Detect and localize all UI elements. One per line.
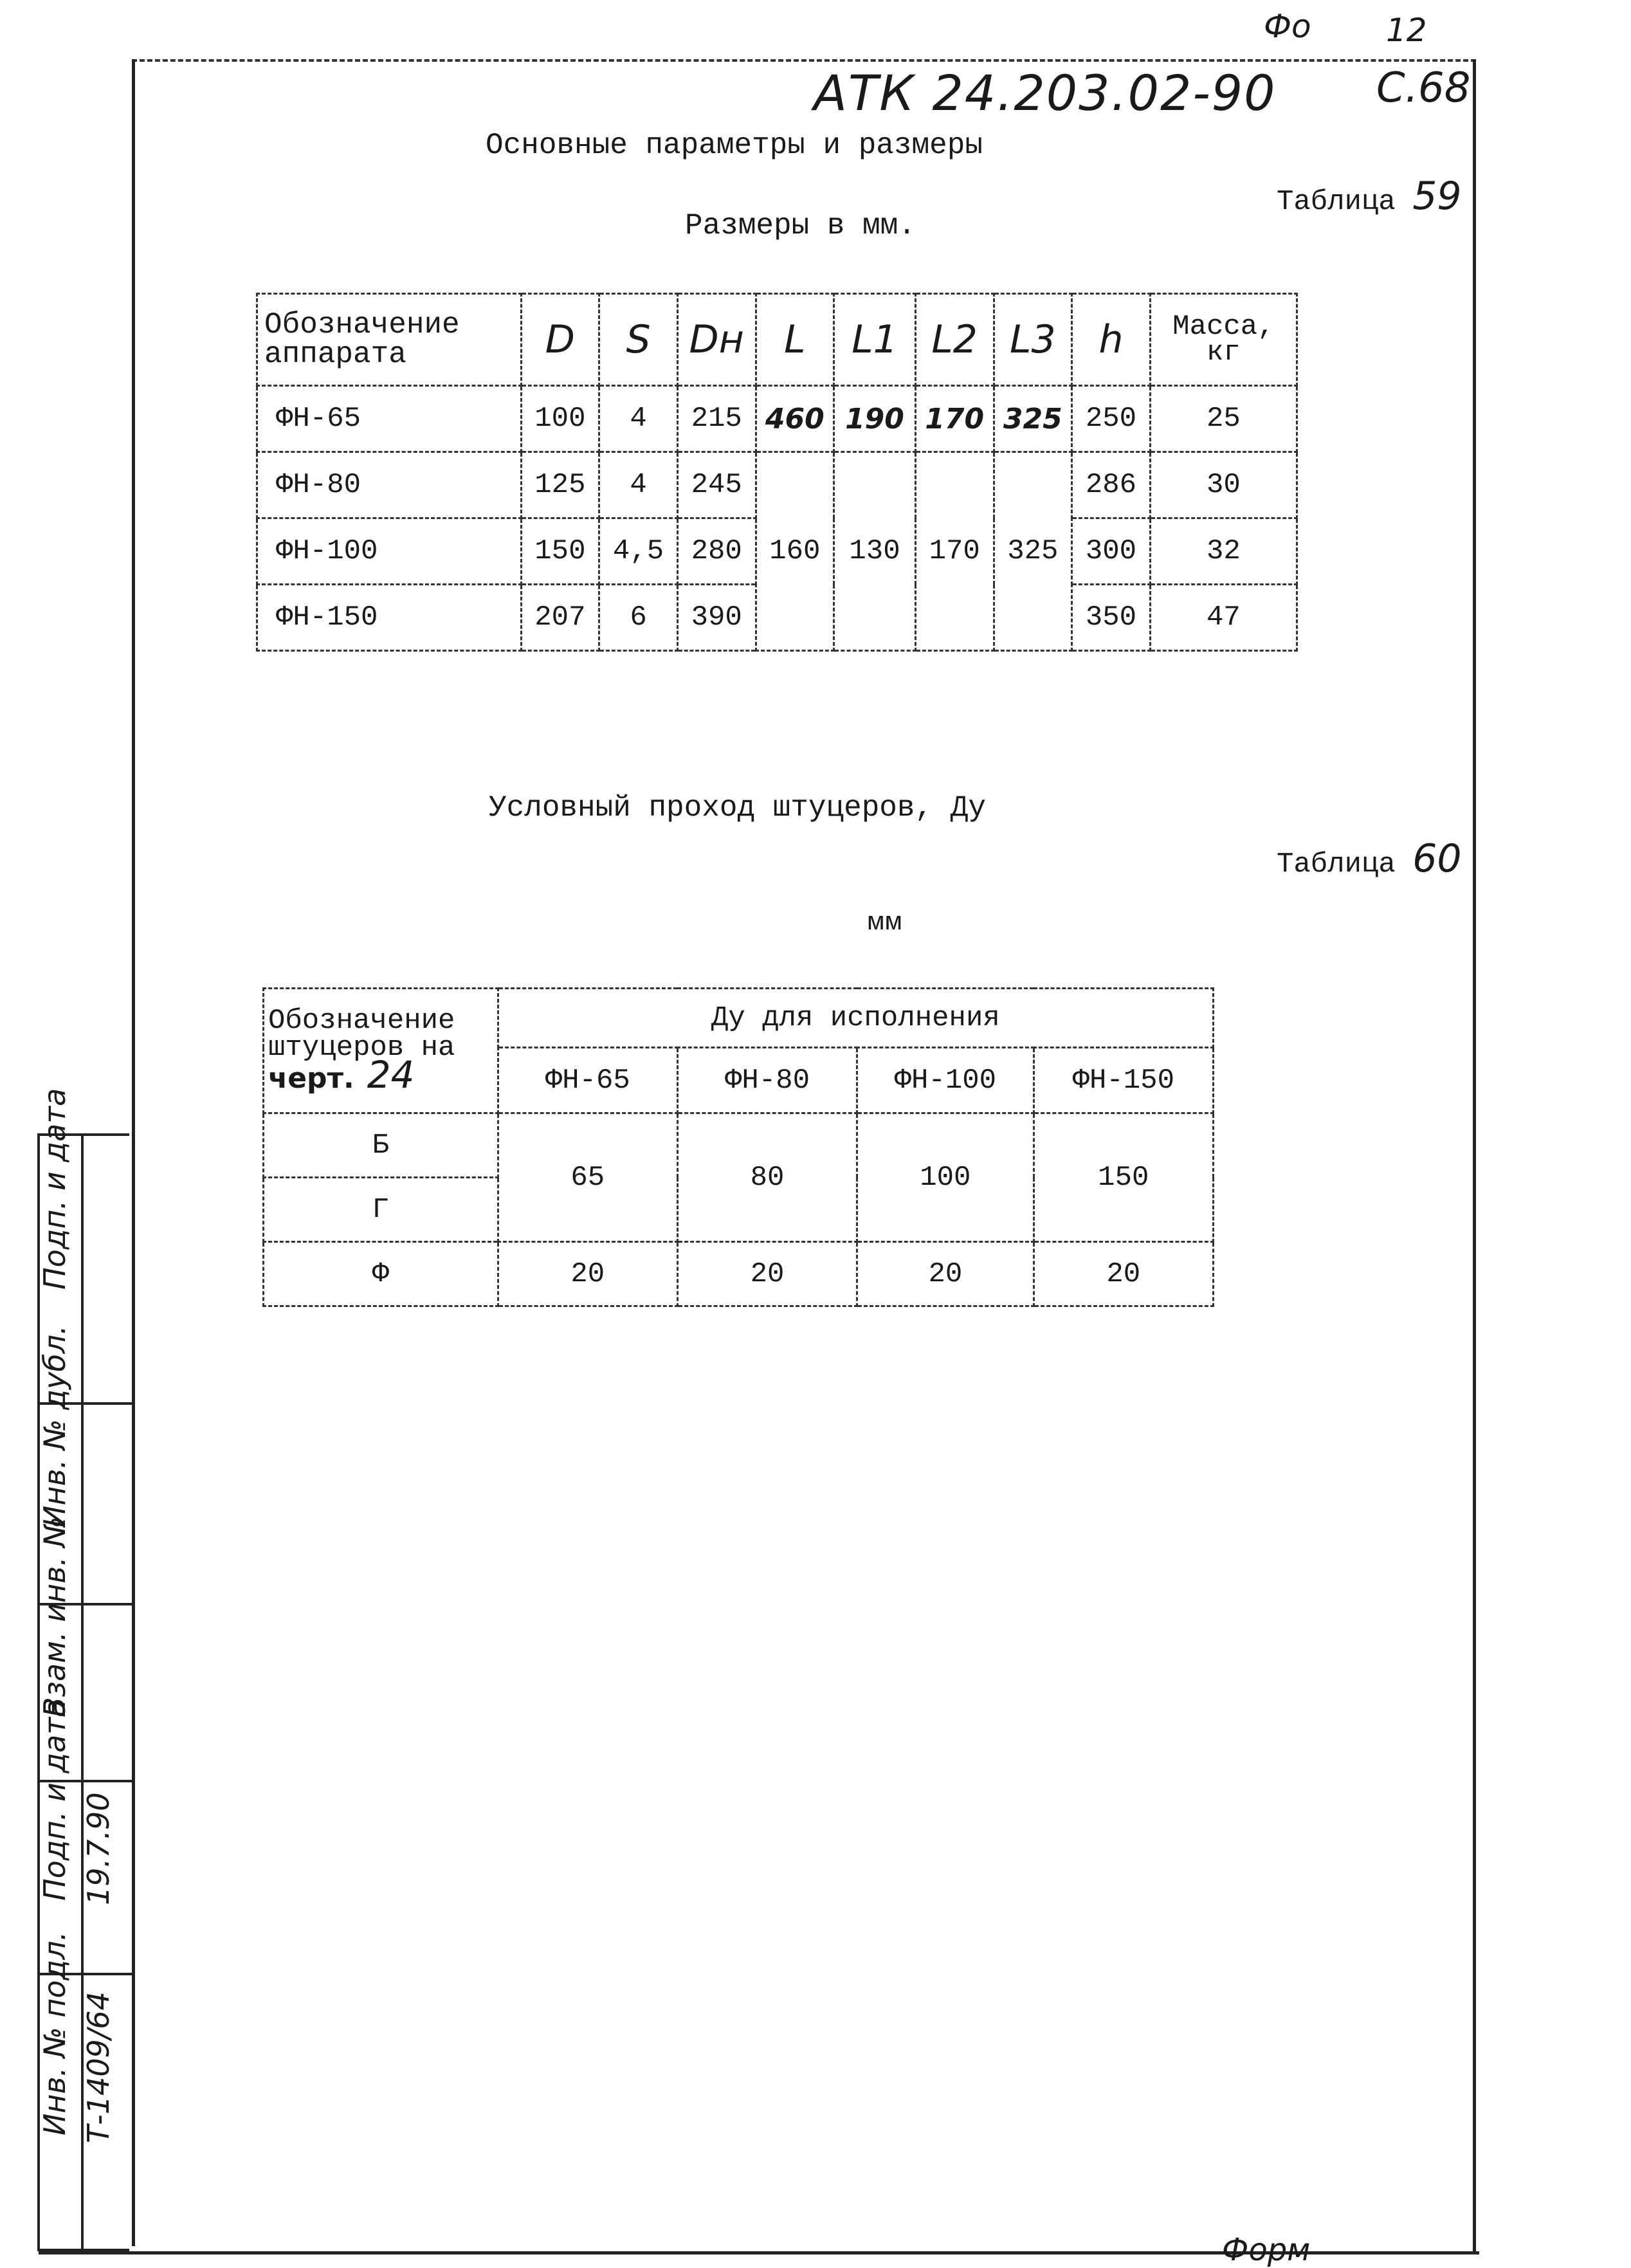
header-line: [268, 1053, 497, 1097]
table59-units: Размеры в мм.: [685, 209, 916, 242]
stamp-value: 19.7.90: [81, 1792, 116, 1905]
cell-l-merged: 160: [756, 452, 834, 651]
drawing-ref-label: черт.: [268, 1062, 354, 1095]
cell-mass: 25: [1150, 386, 1297, 452]
top-number: 12: [1386, 12, 1427, 49]
table60-units: мм: [867, 907, 902, 935]
cell-mass: 47: [1150, 585, 1297, 651]
cell-dn: 390: [677, 585, 756, 651]
table-header-row: [264, 989, 1214, 1048]
row-name: Ф: [264, 1242, 498, 1306]
header-designation: Обозначение аппарата: [257, 294, 522, 386]
header-fn80: ФН-80: [677, 1048, 857, 1113]
approval-stamp: [37, 1088, 132, 2251]
cell-h: 300: [1072, 518, 1151, 585]
stamp-label: Подп. и дата: [37, 1088, 72, 1290]
header-fn150: ФН-150: [1034, 1048, 1213, 1113]
header-l3: L3: [994, 294, 1072, 386]
header-du-group: Ду для исполнения: [498, 989, 1213, 1048]
cell-l2-merged: 170: [915, 452, 994, 651]
cell-value: 150: [1034, 1113, 1213, 1242]
cell-l1-merged: 130: [834, 452, 916, 651]
cell-l3: 325: [994, 386, 1072, 452]
table59-caption-word: Таблица: [1277, 186, 1396, 218]
stamp-label: Инв. № дубл.: [37, 1325, 72, 1528]
page-number: С.68: [1376, 64, 1471, 112]
table60-caption-word: Таблица: [1277, 848, 1396, 881]
cell-s: 4: [599, 452, 678, 518]
nozzle-table: [262, 987, 1214, 1307]
cell-d: 125: [521, 452, 599, 518]
cell-d: 207: [521, 585, 599, 651]
parameters-table: [256, 293, 1298, 652]
cell-value: 80: [677, 1113, 857, 1242]
table-row: [257, 452, 1297, 518]
stamp-label: Подп. и дата: [37, 1699, 72, 1901]
cell-dn: 215: [677, 386, 756, 452]
row-name: ФН-100: [257, 518, 522, 585]
top-code: Фо: [1264, 8, 1311, 45]
row-name: Г: [264, 1178, 498, 1242]
cell-l3-merged: 325: [994, 452, 1072, 651]
row-name: Б: [264, 1113, 498, 1178]
header-line: Обозначение: [268, 1005, 455, 1037]
table60-title: Условный проход штуцеров, Ду: [489, 791, 986, 825]
cell-h: 250: [1072, 386, 1151, 452]
row-name: ФН-80: [257, 452, 522, 518]
cell-dn: 245: [677, 452, 756, 518]
cell-value: 20: [677, 1242, 857, 1306]
header-nozzle-designation: [264, 989, 498, 1113]
table59-caption-number: 59: [1412, 174, 1462, 219]
stamp-label: Инв. № подл.: [37, 1931, 72, 2135]
cell-d: 150: [521, 518, 599, 585]
header-fn65: ФН-65: [498, 1048, 677, 1113]
header-h: h: [1072, 294, 1151, 386]
header-mass: Масса, кг: [1150, 294, 1297, 386]
table-row: [257, 386, 1297, 452]
table-row: [264, 1113, 1214, 1178]
cell-h: 350: [1072, 585, 1151, 651]
cell-l1: 190: [834, 386, 916, 452]
drawing-ref-number: 24: [367, 1053, 415, 1097]
cell-s: 4: [599, 386, 678, 452]
table59-caption: [1277, 174, 1462, 219]
cell-dn: 280: [677, 518, 756, 585]
header-l2: L2: [915, 294, 994, 386]
stamp-label: Взам. инв. №: [37, 1516, 72, 1717]
cell-s: 6: [599, 585, 678, 651]
document-code: АТК 24.203.02-90: [814, 64, 1277, 122]
header-l: L: [756, 294, 834, 386]
cell-s: 4,5: [599, 518, 678, 585]
header-s: S: [599, 294, 678, 386]
header-fn100: ФН-100: [857, 1048, 1034, 1113]
cell-mass: 32: [1150, 518, 1297, 585]
header-dn: Dн: [677, 294, 756, 386]
footer-format: Форм: [1222, 2232, 1311, 2268]
table-header-row: [257, 294, 1297, 386]
frame-right-border: [1473, 59, 1476, 2253]
frame-top-border: [132, 59, 1476, 62]
table60-caption: [1277, 836, 1462, 881]
cell-d: 100: [521, 386, 599, 452]
table60-caption-number: 60: [1412, 836, 1462, 881]
cell-value: 20: [498, 1242, 677, 1306]
frame-left-border: [132, 59, 135, 2246]
cell-value: 65: [498, 1113, 677, 1242]
row-name: ФН-65: [257, 386, 522, 452]
cell-value: 20: [857, 1242, 1034, 1306]
table59-title: Основные параметры и размеры: [486, 129, 983, 162]
table-row: [264, 1242, 1214, 1306]
cell-l2: 170: [915, 386, 994, 452]
row-name: ФН-150: [257, 585, 522, 651]
stamp-value: Т-1409/64: [81, 1991, 116, 2143]
cell-h: 286: [1072, 452, 1151, 518]
cell-value: 100: [857, 1113, 1034, 1242]
cell-value: 20: [1034, 1242, 1213, 1306]
cell-mass: 30: [1150, 452, 1297, 518]
cell-l: 460: [756, 386, 834, 452]
header-line: штуцеров на: [268, 1032, 455, 1064]
header-l1: L1: [834, 294, 916, 386]
header-d: D: [521, 294, 599, 386]
